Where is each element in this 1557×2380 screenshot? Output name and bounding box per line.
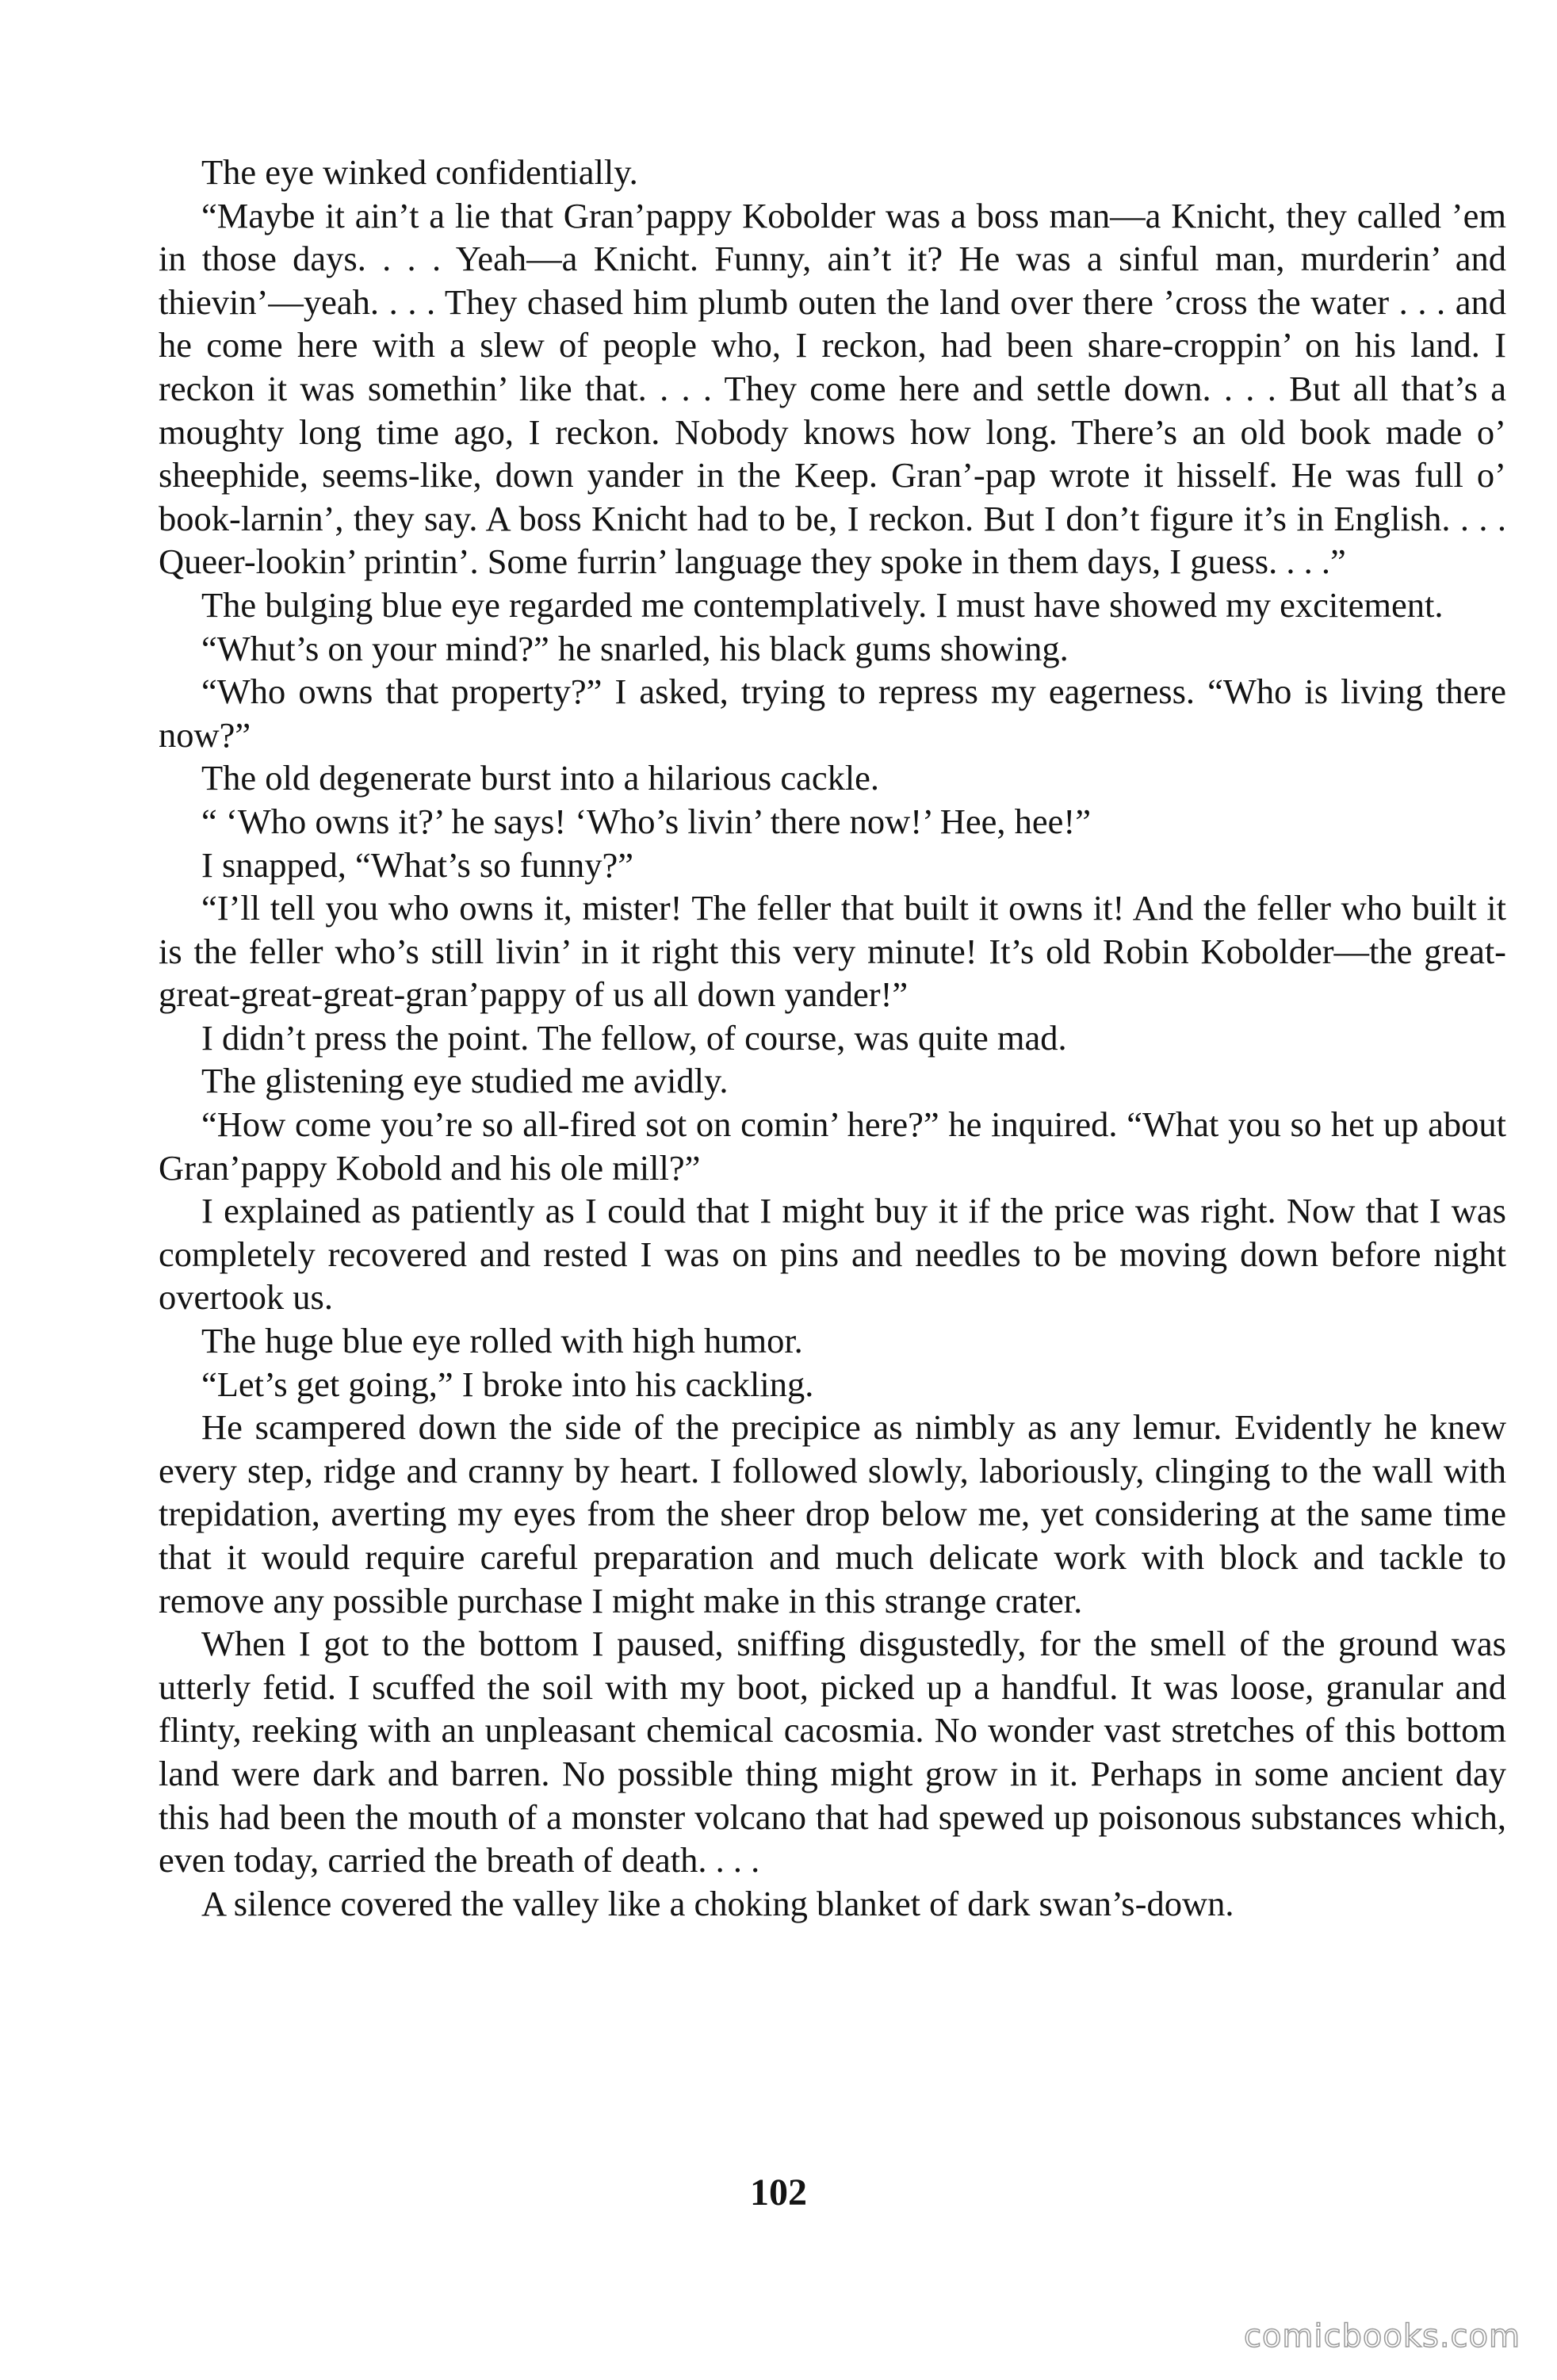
paragraph: “Who owns that property?” I asked, trying to repress my eagerness. “Who is living there now?” [159, 672, 1506, 755]
paragraph: The eye winked confidentially. [201, 152, 638, 192]
paragraph: “Whut’s on your mind?” he snarled, his black gums showing. [201, 628, 1069, 668]
paragraph: “Maybe it ain’t a lie that Gran’pappy Kobolder was a boss man—a Knicht, they called ’em in those days. . . . Yeah—a Knicht. Funny, ain’t it? He was a sinful man, murderin’ and thievin’—yeah. . . . They chased him plumb outen the land over there ’cross the water . . . and he come here with a slew of people who, I reckon, had been share-croppin’ on his land. I reckon it was somethin’ like that. . . . They come here and settle down. . . . But all that’s a moughty long time ago, I reckon. Nobody knows how long. There’s an old book made o’ sheephide, seems-like, down yander in the Keep. Gran’-pap wrote it hisself. He was full o’ book-larnin’, they say. A boss Knicht had to be, I reckon. But I don’t figure it’s in English. . . . Queer-lookin’ printin’. Some furrin’ language they spoke in them days, I guess. . . .” [159, 195, 1506, 582]
paragraph: He scampered down the side of the precipice as nimbly as any lemur. Evidently he knew every step, ridge and cranny by heart. I followed slowly, laboriously, clinging to the wall with trepidation, averting my eyes from the sheer drop below me, yet considering at the same time that it would require careful preparation and much delicate work with block and tackle to remove any possible purchase I might make in this strange crater. [159, 1407, 1506, 1620]
paragraph: “ ‘Who owns it?’ he says! ‘Who’s livin’ there now!’ Hee, hee!” [201, 801, 1091, 841]
paragraph: I explained as patiently as I could that I might buy it if the price was right. Now that I was completely recovered and rested I was on pins and needles to be moving down before night overtook us. [159, 1191, 1506, 1318]
paragraph: “How come you’re so all-fired sot on comin’ here?” he inquired. “What you so het up about Gran’pappy Kobold and his ole mill?” [159, 1104, 1506, 1188]
paragraph: The glistening eye studied me avidly. [201, 1061, 729, 1101]
paragraph: I didn’t press the point. The fellow, of course, was quite mad. [201, 1017, 1067, 1058]
paragraph: The bulging blue eye regarded me contemplatively. I must have showed my excitement. [201, 584, 1444, 625]
paragraph: A silence covered the valley like a choking blanket of dark swan’s-down. [201, 1883, 1234, 1923]
paragraph: “Let’s get going,” I broke into his cackling. [201, 1364, 814, 1404]
page-number: 102 [750, 2171, 807, 2214]
paragraph: I snapped, “What’s so funny?” [201, 844, 633, 885]
body-text [159, 151, 1506, 1925]
paragraph: When I got to the bottom I paused, sniffing disgustedly, for the smell of the ground was utterly fetid. I scuffed the soil with my boot, picked up a handful. It was loose, granular and flinty, reeking with an unpleasant chemical cacosmia. No wonder vast stretches of this bottom land were dark and barren. No possible thing might grow in it. Perhaps in some ancient day this had been the mouth of a monster volcano that had spewed up poisonous substances which, even today, carried the breath of death. . . . [159, 1624, 1506, 1881]
paragraph: The huge blue eye rolled with high humor. [201, 1321, 803, 1361]
paragraph: The old degenerate burst into a hilarious cackle. [201, 758, 880, 798]
watermark: comicbooks.com [1243, 2318, 1521, 2355]
paragraph: “I’ll tell you who owns it, mister! The feller that built it owns it! And the feller who built it is the feller who’s still livin’ in it right this very minute! It’s old Robin Kobolder—the great-great-great-great-gran’pappy of us all down yander!” [159, 888, 1506, 1015]
